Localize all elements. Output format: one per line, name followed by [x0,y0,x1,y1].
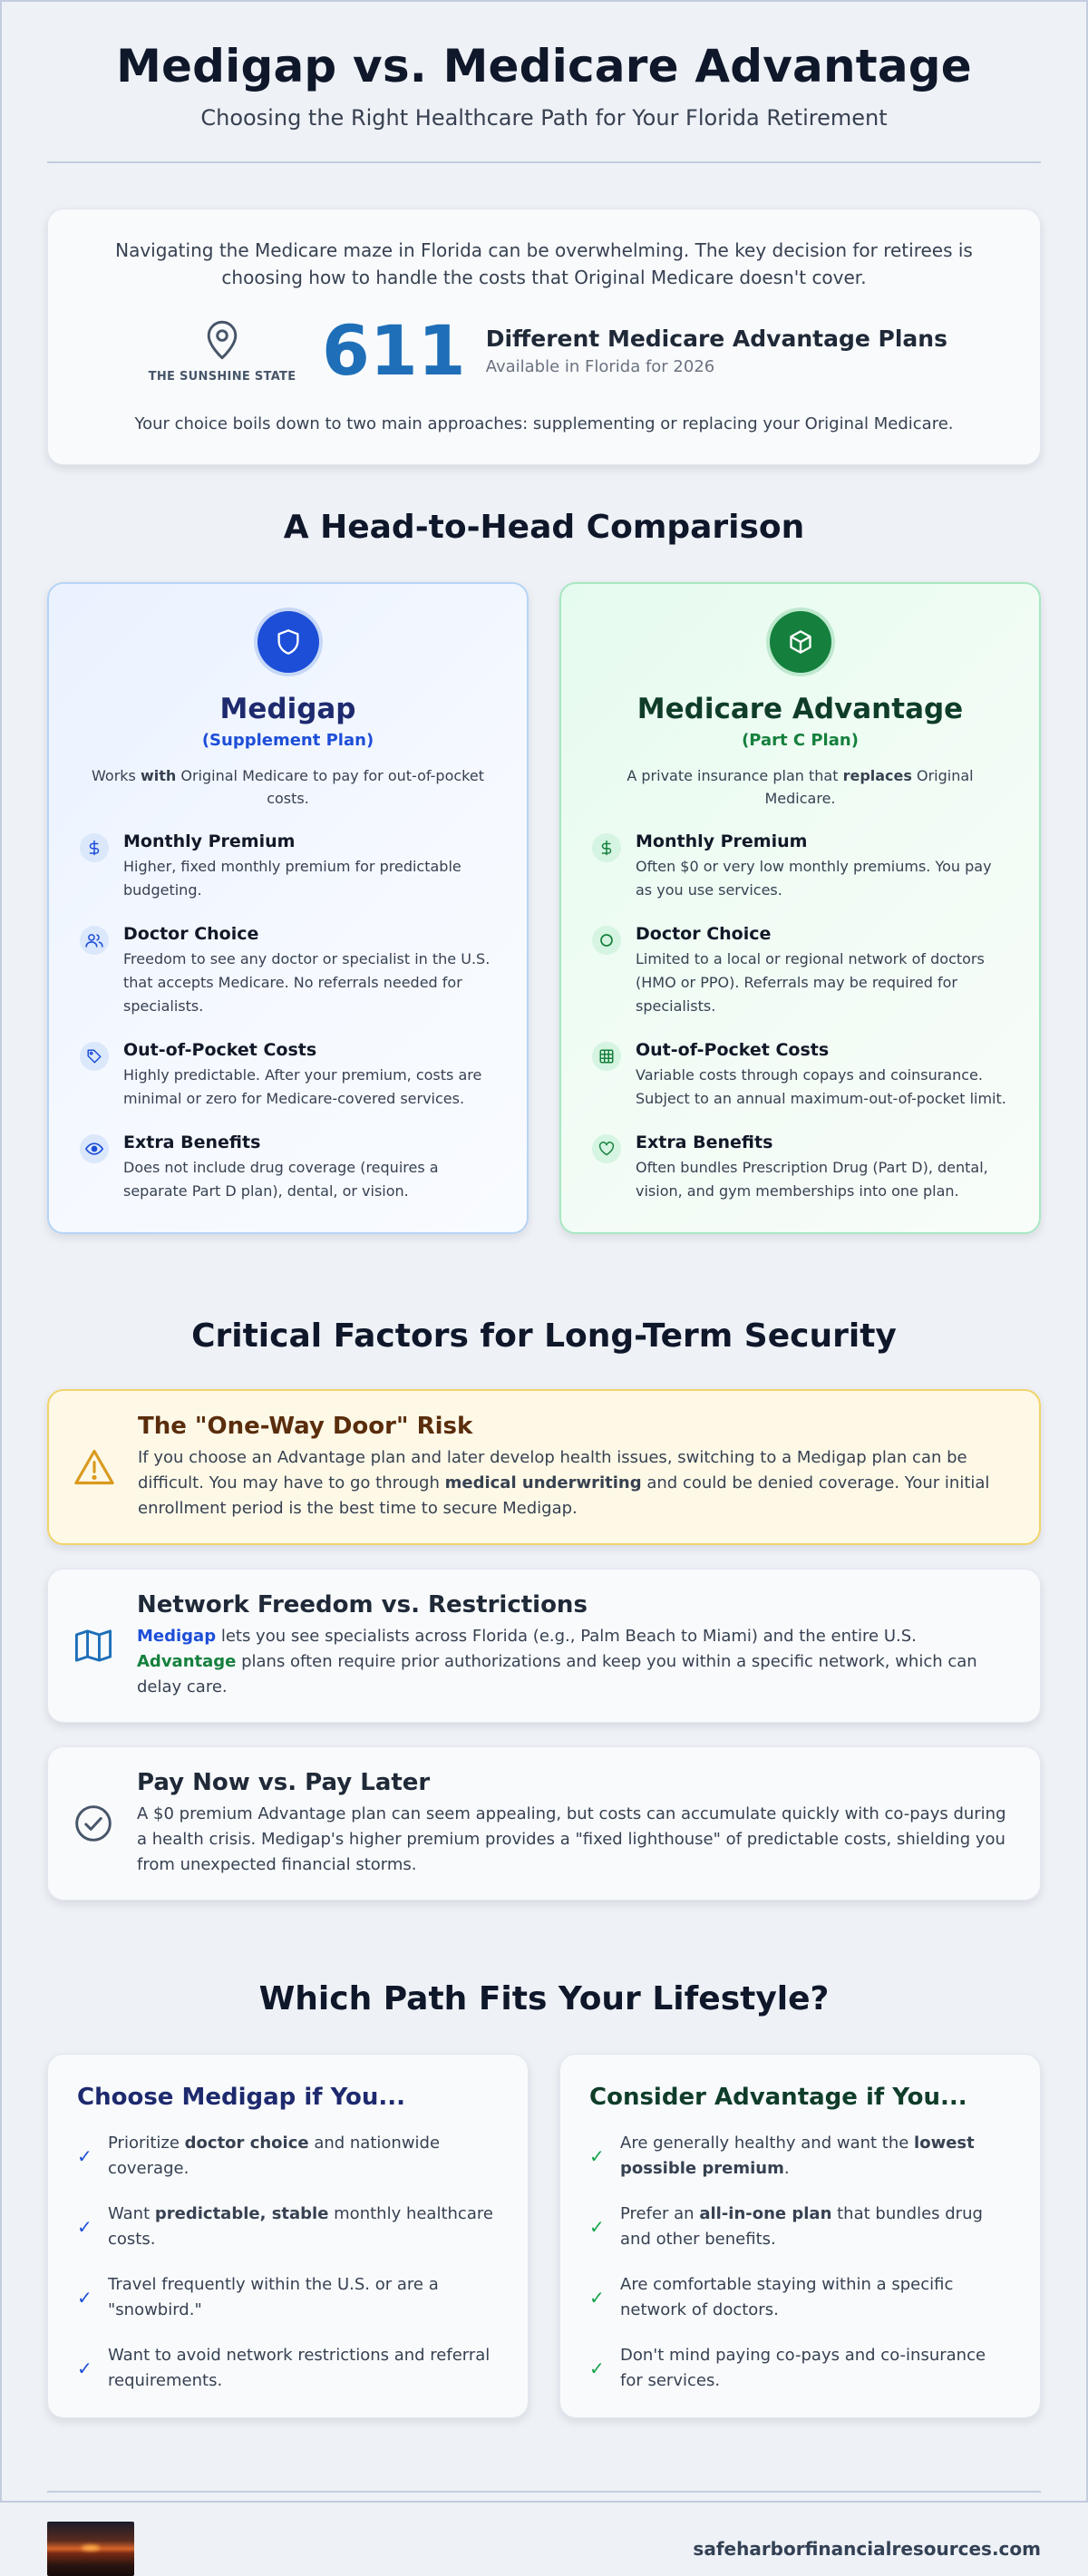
feature-title: Extra Benefits [123,1132,261,1152]
lifestyle-title: Consider Advantage if You... [589,2084,967,2111]
shield-icon [257,611,319,673]
warning-icon [71,1448,118,1486]
lifestyle-heading: Which Path Fits Your Lifestyle? [258,1980,830,2017]
website-link[interactable]: safeharborfinancialresources.com [693,2538,1041,2560]
header [47,2,1041,131]
feature-title: Out-of-Pocket Costs [123,1040,317,1060]
check-icon: ✓ [589,2216,605,2238]
network-card [47,1569,1041,1723]
factor-text: Medigap lets you see specialists across Florida (e.g., Palm Beach to Miami) and the entire U.S. Advantage plans often require prior authorizations and keep you within a specific network, which can delay care. [137,1627,977,1696]
medigap-feature-premium [80,831,496,902]
users-icon [80,926,109,955]
state-label: THE SUNSHINE STATE [148,369,296,384]
factor-title: Network Freedom vs. Restrictions [137,1591,588,1619]
list-item [77,2202,499,2252]
stat-subtitle: Available in Florida for 2026 [485,357,715,376]
check-icon: ✓ [77,2287,92,2309]
feature-text: Often bundles Prescription Drug (Part D), dental, vision, and gym memberships into one plan. [636,1159,988,1200]
dollar-icon [592,833,621,862]
box-icon [770,611,831,673]
grid-icon [592,1042,621,1071]
list-item-text: Prioritize doctor choice and nationwide coverage. [108,2134,441,2178]
feature-title: Monthly Premium [636,831,808,851]
medigap-lifestyle-card [47,2054,529,2418]
list-item-text: Want predictable, stable monthly healthcare costs. [108,2204,493,2249]
stat-number: 611 [322,310,466,391]
check-icon: ✓ [77,2216,92,2238]
comparison-grid [47,582,1041,1234]
heart-icon [592,1134,621,1163]
check-icon: ✓ [77,2145,92,2167]
list-item [77,2343,499,2394]
advantage-description: A private insurance plan that replaces Original Medicare. [627,767,974,807]
medigap-feature-benefits [80,1132,496,1203]
list-item-text: Are comfortable staying within a specific network of doctors. [620,2275,954,2319]
check-icon: ✓ [589,2357,605,2379]
list-item [77,2131,499,2182]
list-item [589,2272,1011,2323]
feature-title: Out-of-Pocket Costs [636,1040,830,1060]
feature-text: Higher, fixed monthly premium for predictable budgeting. [123,858,461,899]
check-icon: ✓ [77,2357,92,2379]
feature-title: Extra Benefits [636,1132,773,1152]
check-icon: ✓ [589,2145,605,2167]
sunset-thumbnail [47,2522,134,2576]
list-item-text: Want to avoid network restrictions and referral requirements. [108,2346,491,2390]
stat-title: Different Medicare Advantage Plans [485,326,947,352]
advantage-card [559,582,1041,1234]
medigap-feature-costs [80,1040,496,1111]
eye-icon [80,1134,109,1163]
advantage-feature-premium [592,831,1008,902]
header-divider [47,161,1041,163]
factor-title: The "One-Way Door" Risk [138,1413,473,1440]
feature-text: Highly predictable. After your premium, costs are minimal or zero for Medicare-covered services. [123,1066,482,1107]
feature-text: Does not include drug coverage (requires a separate Part D plan), dental, or vision. [123,1159,439,1200]
advantage-feature-costs [592,1040,1008,1111]
factors-heading: Critical Factors for Long-Term Security [191,1317,897,1355]
circle-icon [592,926,621,955]
page-title: Medigap vs. Medicare Advantage [116,40,972,92]
lifestyle-title: Choose Medigap if You... [77,2084,406,2111]
lifestyle-grid [47,2054,1041,2418]
intro-footer: Your choice boils down to two main approaches: supplementing or replacing your Original Medicare. [134,414,954,433]
advantage-title: Medicare Advantage [636,693,964,725]
tag-icon [80,1042,109,1071]
intro-paragraph: Navigating the Medicare maze in Florida can be overwhelming. The key decision for retirees is choosing how to handle the costs that Original Medicare doesn't cover. [115,239,973,288]
intro-card [47,209,1041,465]
dollar-icon [80,833,109,862]
feature-title: Monthly Premium [123,831,296,851]
pay-card [47,1746,1041,1900]
map-icon [70,1628,117,1664]
factor-text: A $0 premium Advantage plan can seem appealing, but costs can accumulate quickly with co-pays during a health crisis. Medigap's higher premium provides a "fixed lighthouse" of predictable costs, shielding you from unexpected financial storms. [137,1804,1006,1874]
stat-text [486,326,947,376]
feature-text: Variable costs through copays and coinsurance. Subject to an annual maximum-out-of-pocket limit. [636,1066,1006,1107]
stat-row [102,310,986,391]
advantage-feature-doctor [592,924,1008,1018]
medigap-feature-doctor [80,924,496,1018]
list-item-text: Don't mind paying co-pays and co-insurance for services. [620,2346,986,2390]
medigap-title: Medigap [219,693,356,725]
medigap-card [47,582,529,1234]
advantage-lifestyle-card [559,2054,1041,2418]
sunshine-state [141,319,304,384]
list-item [77,2272,499,2323]
check-icon: ✓ [589,2287,605,2309]
list-item-text: Are generally healthy and want the lowest possible premium. [620,2134,975,2178]
page-subtitle: Choosing the Right Healthcare Path for Your Florida Retirement [200,105,888,131]
medigap-description: Works with Original Medicare to pay for out-of-pocket costs. [92,767,484,807]
feature-text: Often $0 or very low monthly premiums. You pay as you use services. [636,858,992,899]
feature-title: Doctor Choice [123,924,259,944]
advantage-feature-benefits [592,1132,1008,1203]
feature-title: Doctor Choice [636,924,772,944]
list-item [589,2131,1011,2182]
medigap-subtitle: (Supplement Plan) [201,731,374,750]
footer-divider [47,2491,1041,2493]
map-pin-icon [204,319,240,365]
feature-text: Limited to a local or regional network of doctors (HMO or PPO). Referrals may be required for specialists. [636,950,985,1015]
advantage-subtitle: (Part C Plan) [742,731,859,750]
factor-text: If you choose an Advantage plan and later develop health issues, switching to a Medigap plan can be difficult. You may have to go through medical underwriting and could be denied coverage. Your initial enrollment period is the best time to secure Medigap. [138,1448,990,1518]
list-item [589,2202,1011,2252]
list-item-text: Travel frequently within the U.S. or are a "snowbird." [108,2275,439,2319]
one-way-door-card [47,1389,1041,1545]
list-item [589,2343,1011,2394]
feature-text: Freedom to see any doctor or specialist in the U.S. that accepts Medicare. No referrals needed for specialists. [123,950,491,1015]
comparison-heading: A Head-to-Head Comparison [283,509,805,546]
footer [47,2522,1041,2576]
list-item-text: Prefer an all-in-one plan that bundles drug and other benefits. [620,2204,983,2249]
check-circle-icon [70,1803,117,1843]
factor-title: Pay Now vs. Pay Later [137,1769,431,1796]
